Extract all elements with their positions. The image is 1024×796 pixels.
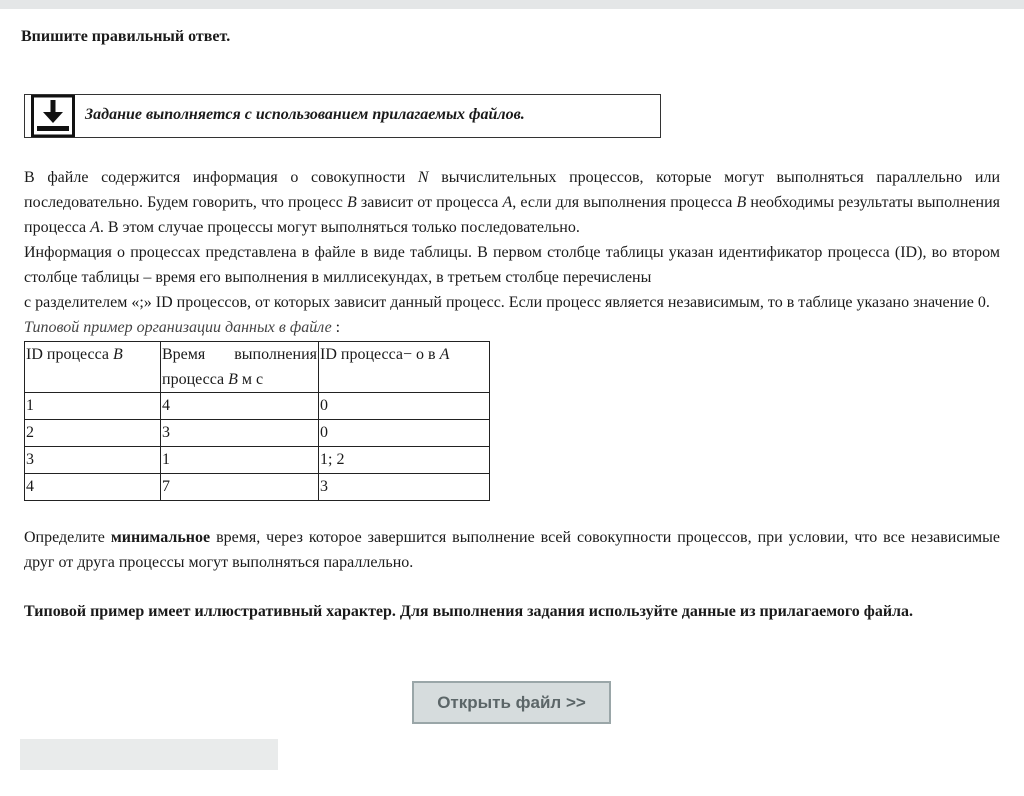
table-cell: 1; 2 xyxy=(319,447,490,474)
table-cell: 2 xyxy=(25,420,161,447)
table-header-cell: ID процесса B xyxy=(25,342,161,393)
table-cell: 3 xyxy=(25,447,161,474)
table-row xyxy=(25,393,490,420)
task-note: Типовой пример имеет иллюстративный характер. Для выполнения задания используйте данные из прилагаемого файла. xyxy=(24,603,914,620)
example-table xyxy=(24,341,490,501)
download-icon[interactable] xyxy=(31,95,75,137)
task-content xyxy=(24,165,1000,624)
table-header-cell: Время выполнения процесса B м с xyxy=(161,342,319,393)
table-cell: 0 xyxy=(319,420,490,447)
files-notice-text: Задание выполняется с использованием прилагаемых файлов. xyxy=(85,106,525,123)
table-header-cell: ID процесса− о в A xyxy=(319,342,490,393)
table-cell: 4 xyxy=(25,474,161,501)
top-bar xyxy=(0,0,1024,9)
table-row xyxy=(25,447,490,474)
answer-input[interactable] xyxy=(20,739,278,770)
table-cell: 3 xyxy=(161,420,319,447)
table-caption: Типовой пример организации данных в файле : xyxy=(24,319,341,336)
table-header-row xyxy=(25,342,490,393)
instruction-heading: Впишите правильный ответ. xyxy=(21,28,231,45)
task-paragraph-3: с разделителем «;» ID процессов, от которых зависит данный процесс. Если процесс является независимым, то в таблице указано значение 0. xyxy=(24,294,990,311)
task-question: Определите минимальное время, через которое завершится выполнение всей совокупности процессов, при условии, что все независимые друг от друга процессы могут выполняться параллельно. xyxy=(24,529,1001,571)
task-paragraph-2: Информация о процессах представлена в файле в виде таблицы. В первом столбце таблицы указан идентификатор процесса (ID), во втором столбце таблицы – время его выполнения в миллисекундах, в третьем столбце перечислены xyxy=(24,244,1000,286)
table-row xyxy=(25,474,490,501)
task-paragraph-1: В файле содержится информация о совокупности N вычислительных процессов, которые могут выполняться параллельно или последовательно. Будем говорить, что процесс B зависит от процесса A, если для выполнения процесса B необходимы результаты выполнения процесса A. В этом случае процессы могут выполняться только последовательно. xyxy=(24,169,1001,236)
open-file-button[interactable]: Открыть файл >> xyxy=(412,681,611,724)
table-cell: 1 xyxy=(25,393,161,420)
table-cell: 4 xyxy=(161,393,319,420)
table-cell: 0 xyxy=(319,393,490,420)
attached-files-notice xyxy=(24,94,661,138)
table-cell: 1 xyxy=(161,447,319,474)
table-cell: 7 xyxy=(161,474,319,501)
table-row xyxy=(25,420,490,447)
table-cell: 3 xyxy=(319,474,490,501)
